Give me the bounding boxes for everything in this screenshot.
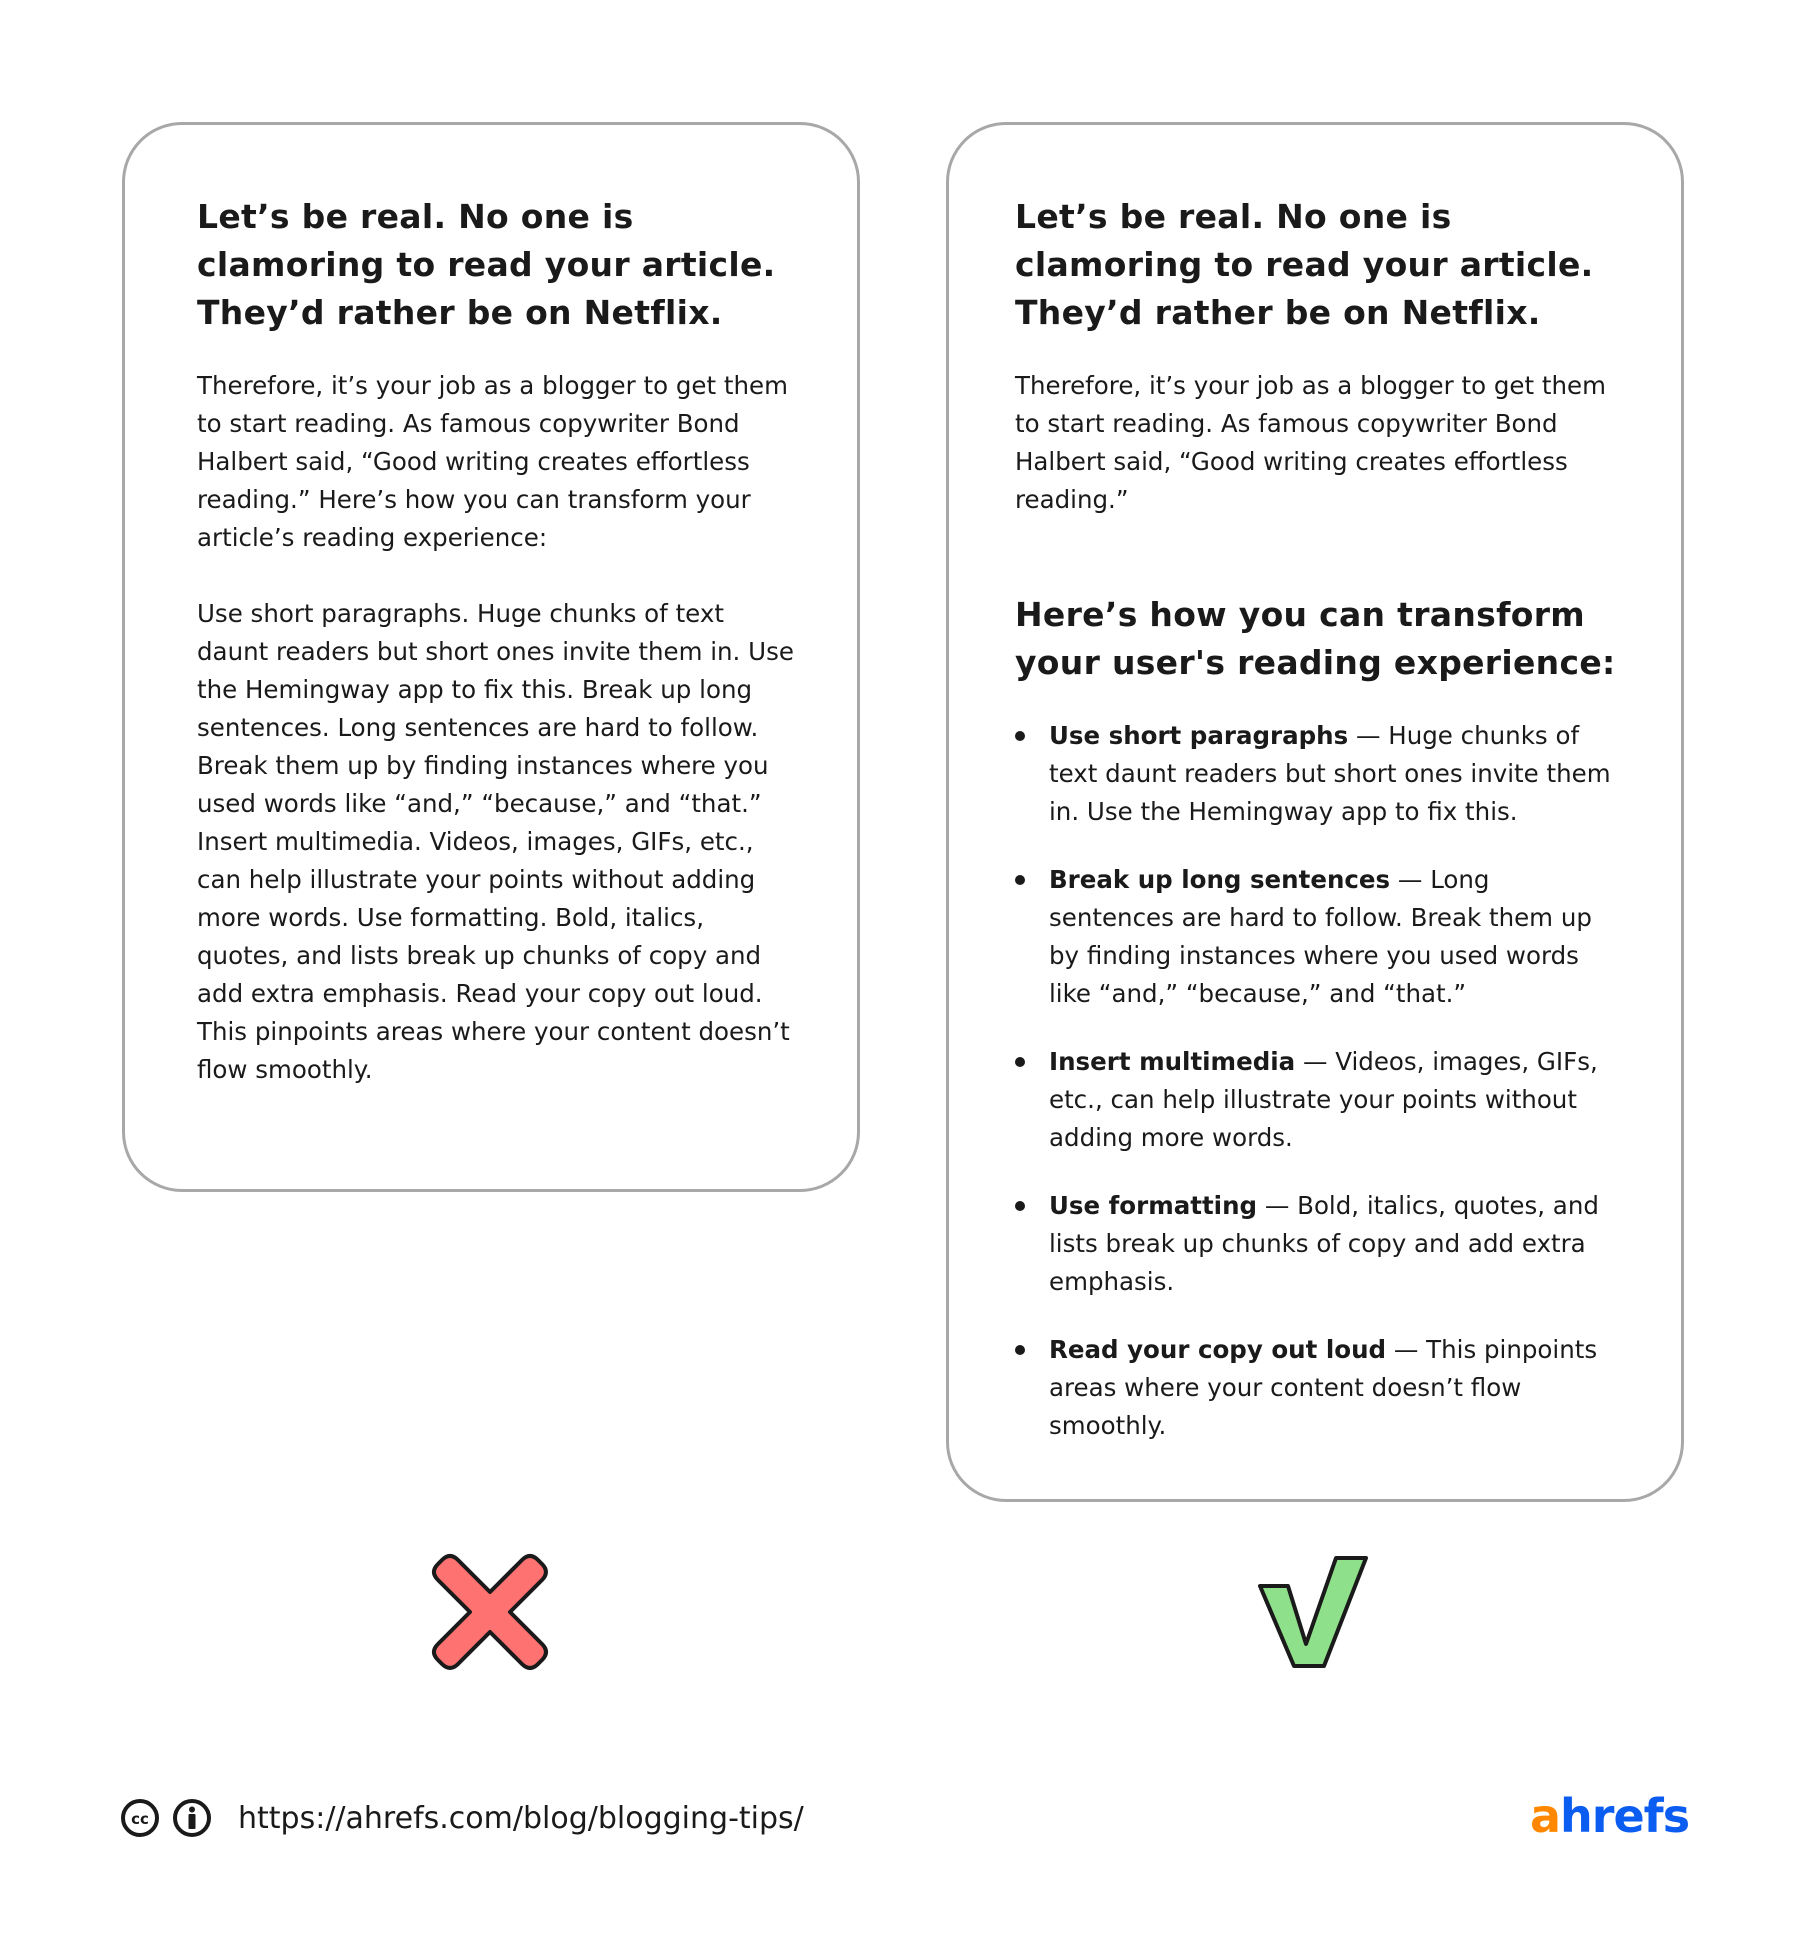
bullet-icon	[1015, 1201, 1025, 1211]
good-example-intro: Therefore, it’s your job as a blogger to get them to start reading. As famous copywriter Bond Halbert said, “Good writing creates effortless reading.”	[1015, 371, 1606, 514]
list-item	[1015, 1043, 1621, 1157]
bullet-icon	[1015, 1057, 1025, 1067]
list-item	[1015, 1331, 1621, 1445]
tip-title: Use short paragraphs	[1049, 721, 1349, 750]
list-item	[1015, 861, 1621, 1013]
tip-text: — Bold, italics, quotes, and lists break up chunks of copy and add extra emphasis.	[1049, 1191, 1599, 1296]
bad-example-paragraph-1: Therefore, it’s your job as a blogger to get them to start reading. As famous copywriter Bond Halbert said, “Good writing creates effortless reading.” Here’s how you can transform your article’s reading experience:	[197, 371, 788, 552]
bad-example-paragraph-2: Use short paragraphs. Huge chunks of text daunt readers but short ones invite them in. Use the Hemingway app to fix this. Break up long sentences. Long sentences are hard to follow. Break them up by finding instances where you used words like “and,” “because,” and “that.” Insert multimedia. Videos, images, GIFs, etc., can help illustrate your points without adding more words. Use formatting. Bold, italics, quotes, and lists break up chunks of copy and add extra emphasis. Read your copy out loud. This pinpoints areas where your content doesn’t flow smoothly.	[197, 599, 794, 1084]
svg-text:cc: cc	[131, 1810, 149, 1828]
tip-text: — Long sentences are hard to follow. Break them up by finding instances where you used words like “and,” “because,” and “that.”	[1049, 865, 1592, 1008]
tips-list	[1015, 717, 1621, 1445]
footer	[120, 1794, 804, 1842]
tip-title: Break up long sentences	[1049, 865, 1391, 894]
tip-text: — Huge chunks of text daunt readers but short ones invite them in. Use the Hemingway app to fix this.	[1049, 721, 1611, 826]
good-example-card	[946, 122, 1684, 1502]
tip-title: Use formatting	[1049, 1191, 1258, 1220]
logo-wordmark: hrefs	[1560, 1789, 1690, 1843]
bad-example-headline: Let’s be real. No one is clamoring to read your article. They’d rather be on Netflix.	[197, 197, 776, 332]
bullet-icon	[1015, 875, 1025, 885]
bullet-icon	[1015, 1345, 1025, 1355]
ahrefs-logo	[1530, 1786, 1689, 1846]
bullet-icon	[1015, 731, 1025, 741]
logo-accent-letter: a	[1530, 1789, 1561, 1843]
tip-title: Read your copy out loud	[1049, 1335, 1387, 1364]
tip-text: — Videos, images, GIFs, etc., can help illustrate your points without adding more words.	[1049, 1047, 1598, 1152]
good-example-headline: Let’s be real. No one is clamoring to read your article. They’d rather be on Netflix.	[1015, 197, 1594, 332]
list-item	[1015, 1187, 1621, 1301]
bad-example-card	[122, 122, 860, 1192]
source-url[interactable]: https://ahrefs.com/blog/blogging-tips/	[238, 1800, 804, 1836]
good-example-sub-headline: Here’s how you can transform your user's reading experience:	[1015, 595, 1616, 682]
list-item	[1015, 717, 1621, 831]
tip-title: Insert multimedia	[1049, 1047, 1296, 1076]
checkmark-icon	[1254, 1552, 1374, 1672]
attribution-icon	[172, 1798, 212, 1838]
cross-icon	[430, 1552, 550, 1672]
creative-commons-icon	[120, 1798, 160, 1838]
tip-text: — This pinpoints areas where your content doesn’t flow smoothly.	[1049, 1335, 1598, 1440]
